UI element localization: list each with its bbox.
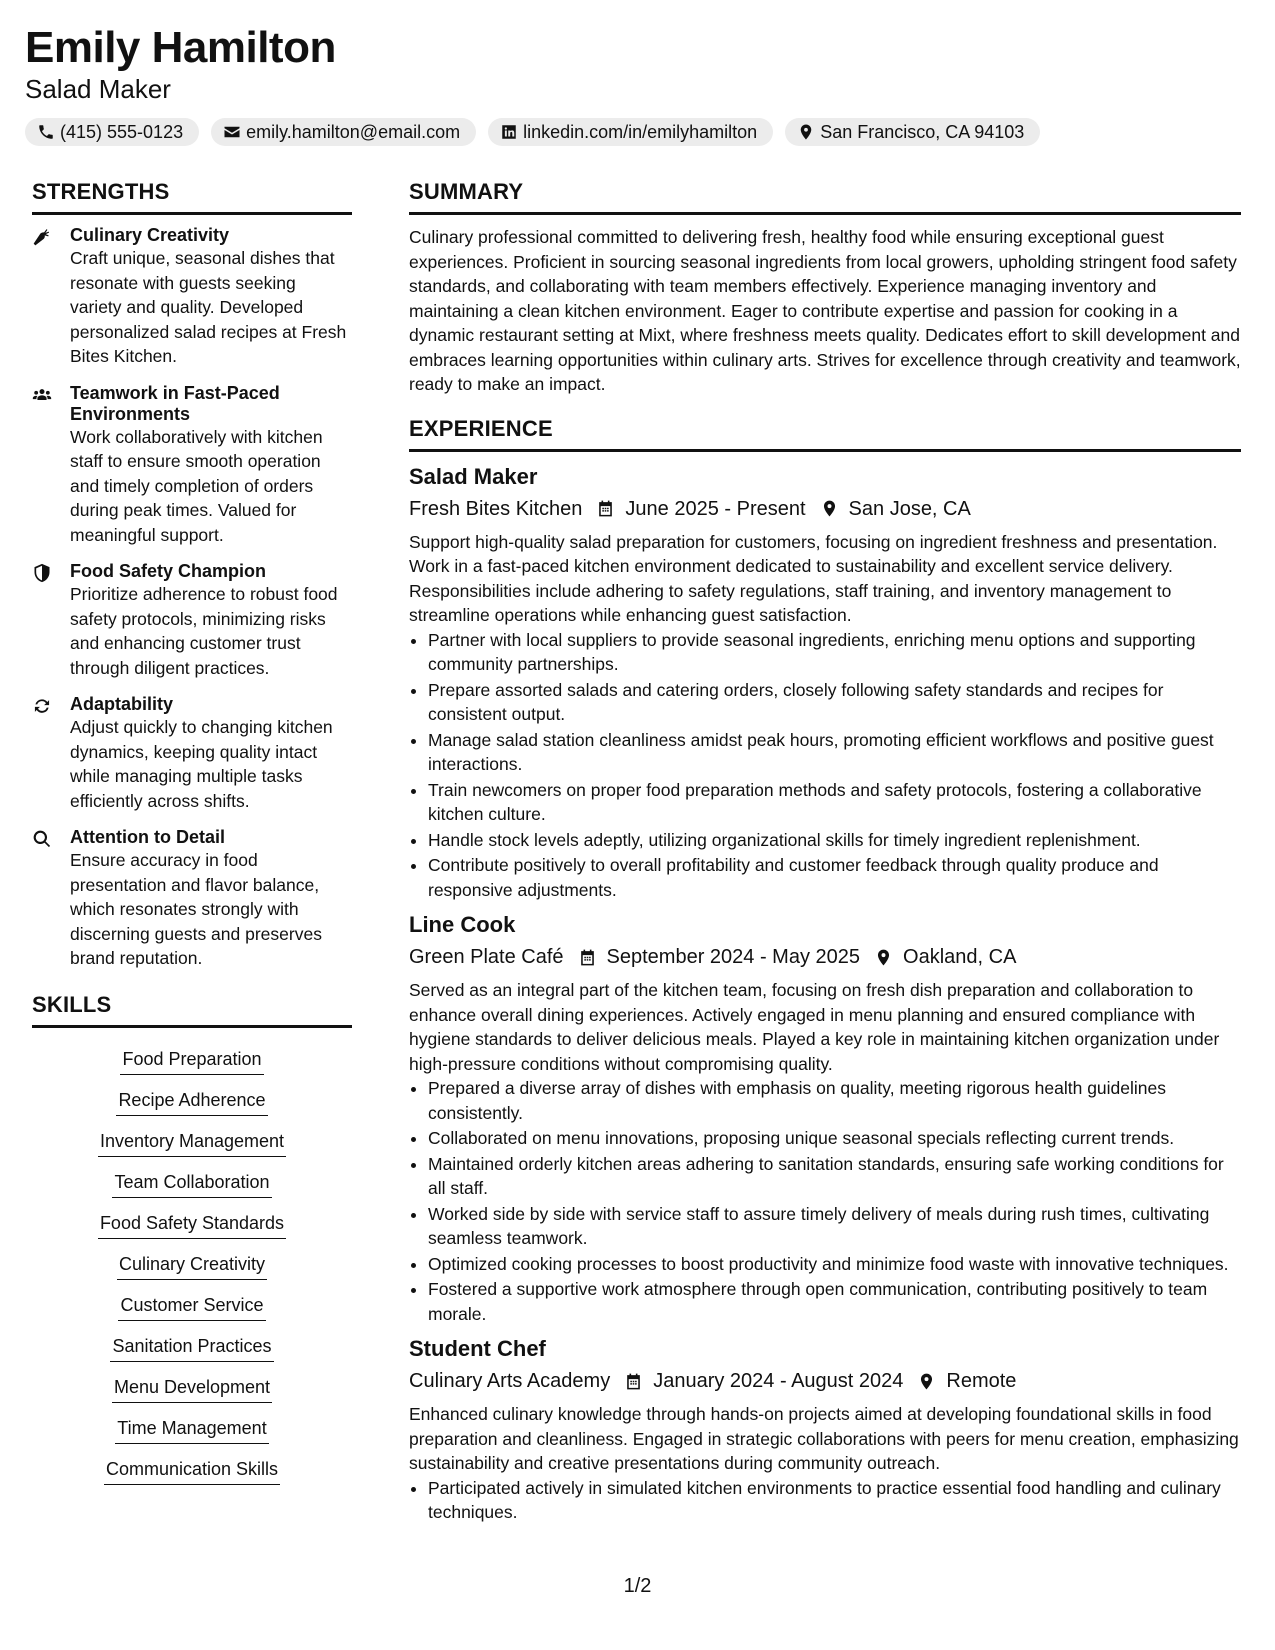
skill-row <box>32 1202 352 1243</box>
page-indicator: 1/2 <box>623 1575 652 1597</box>
job-location: Oakland, CA <box>903 946 1017 968</box>
location-pill <box>785 118 1040 146</box>
job-location: Remote <box>946 1370 1017 1392</box>
job-description: Served as an integral part of the kitchen team, focusing on fresh dish preparation and collaboration to enhance overall dining experiences. Actively engaged in menu planning and ensured compliance with hygiene standards to deliver delicious meals. Played a key role in maintaining kitchen organization under high-pressure conditions without compromising quality. <box>409 980 1220 1074</box>
job-dates: June 2025 - Present <box>625 497 806 520</box>
skills-heading: SKILLS <box>32 985 352 1028</box>
strength-item <box>32 383 352 548</box>
skill-tag: Food Preparation <box>120 1046 263 1075</box>
strength-icon-wrap <box>32 383 70 548</box>
skill-tag: Team Collaboration <box>112 1169 271 1198</box>
job-bullet: • Prepare assorted salads and catering orders, closely following safety standards and recipes for consistent output. <box>428 678 1241 727</box>
job-bullet: • Prepared a diverse array of dishes with emphasis on quality, meeting rigorous health guidelines consistently. <box>428 1076 1241 1125</box>
strength-icon-wrap <box>32 694 70 813</box>
job-title: Line Cook <box>409 912 516 937</box>
skill-row <box>32 1161 352 1202</box>
map-pin-icon <box>917 1372 936 1391</box>
job-meta <box>409 494 1241 524</box>
strength-body <box>70 827 352 971</box>
strength-description: Work collaboratively with kitchen staff to ensure smooth operation and timely completion of orders during peak times. Valued for meaningful support. <box>70 426 323 545</box>
job-meta <box>409 942 1241 972</box>
job-bullet: • Handle stock levels adeptly, utilizing organizational skills for timely ingredient replenishment. <box>428 828 1241 853</box>
calendar-icon <box>578 948 597 967</box>
strength-title: Teamwork in Fast-Paced Environments <box>70 382 280 424</box>
skill-row <box>32 1038 352 1079</box>
job-bullet: • Fostered a supportive work atmosphere through open communication, contributing positively to team morale. <box>428 1277 1241 1326</box>
contact-bar <box>25 118 1255 146</box>
strength-description: Craft unique, seasonal dishes that resonate with guests seeking variety and quality. Developed personalized salad recipes at Fresh Bites Kitchen. <box>70 248 347 366</box>
skill-tag: Culinary Creativity <box>117 1251 267 1280</box>
phone-pill[interactable] <box>25 118 199 146</box>
resume-header <box>25 22 1255 146</box>
linkedin-text: linkedin.com/in/emilyhamilton <box>523 121 758 142</box>
summary-text: Culinary professional committed to delivering fresh, healthy food while ensuring exceptional guest experiences. Proficient in sourcing seasonal ingredients from local growers, upholding stringent food safety standards, and collaborating with team members effectively. Experience managing inventory and maintaining a clean kitchen environment. Eager to contribute expertise and passion for cooking in a dynamic restaurant setting at Mixt, where freshness meets quality. Dedicates effort to skill development and embraces learning opportunities within culinary arts. Strives for excellence through creativity and teamwork, ready to make an impact. <box>409 227 1241 394</box>
job-bullet: • Maintained orderly kitchen areas adhering to sanitation standards, ensuring safe working conditions for all staff. <box>428 1152 1241 1201</box>
envelope-icon <box>223 123 241 141</box>
strength-item <box>32 694 352 813</box>
skill-tag: Inventory Management <box>98 1128 286 1157</box>
location-text: San Francisco, CA 94103 <box>820 121 1025 142</box>
map-pin-icon <box>820 499 839 518</box>
strength-description: Ensure accuracy in food presentation and flavor balance, which resonates strongly with discerning guests and preserves brand reputation. <box>70 850 322 968</box>
strength-body <box>70 383 352 548</box>
skill-tag: Menu Development <box>112 1374 272 1403</box>
strengths-heading: STRENGTHS <box>32 172 352 215</box>
job-location: San Jose, CA <box>848 497 971 520</box>
job-bullet: • Partner with local suppliers to provide seasonal ingredients, enriching menu options and supporting community partnerships. <box>428 628 1241 677</box>
strength-description: Prioritize adherence to robust food safety protocols, minimizing risks and enhancing customer trust through diligent practices. <box>70 584 338 678</box>
search-icon <box>32 829 52 849</box>
job-entry <box>409 1334 1241 1525</box>
strength-item <box>32 225 352 369</box>
email-text: emily.hamilton@email.com <box>246 121 461 142</box>
skill-tag: Recipe Adherence <box>116 1087 267 1116</box>
strength-item <box>32 561 352 680</box>
strength-icon-wrap <box>32 225 70 369</box>
users-icon <box>32 385 52 405</box>
skill-row <box>32 1407 352 1448</box>
job-company: Green Plate Café <box>409 946 564 968</box>
skill-row <box>32 1243 352 1284</box>
skill-tag: Food Safety Standards <box>98 1210 286 1239</box>
calendar-icon <box>624 1372 643 1391</box>
linkedin-pill[interactable] <box>488 118 773 146</box>
skill-row <box>32 1079 352 1120</box>
strength-icon-wrap <box>32 827 70 971</box>
right-column <box>409 172 1241 1533</box>
job-bullet: • Manage salad station cleanliness amidst peak hours, promoting efficient workflows and positive guest interactions. <box>428 728 1241 777</box>
job-company: Fresh Bites Kitchen <box>409 497 583 520</box>
map-pin-icon <box>874 948 893 967</box>
job-entry <box>409 462 1241 903</box>
summary-heading: SUMMARY <box>409 172 1241 215</box>
skill-tag: Sanitation Practices <box>110 1333 273 1362</box>
job-bullet: • Train newcomers on proper food preparation methods and safety protocols, fostering a collaborative kitchen culture. <box>428 778 1241 827</box>
phone-text: (415) 555-0123 <box>60 121 184 142</box>
strength-body <box>70 225 352 369</box>
job-entry <box>409 910 1241 1326</box>
candidate-name: Emily Hamilton <box>25 23 336 72</box>
map-pin-icon <box>797 123 815 141</box>
strength-description: Adjust quickly to changing kitchen dynamics, keeping quality intact while managing multiple tasks efficiently across shifts. <box>70 717 333 811</box>
calendar-icon <box>596 499 615 518</box>
job-description: Enhanced culinary knowledge through hands-on projects aimed at developing foundational skills in food preparation and cleanliness. Engaged in strategic collaborations with peers for menu creation, emphasizing sustainability and creative presentations during community outreach. <box>409 1404 1239 1473</box>
shield-icon <box>32 563 52 583</box>
strengths-list <box>32 225 352 971</box>
skill-row <box>32 1366 352 1407</box>
job-title: Student Chef <box>409 1336 546 1361</box>
linkedin-icon <box>500 123 518 141</box>
strength-icon-wrap <box>32 561 70 680</box>
strength-item <box>32 827 352 971</box>
job-bullet: • Participated actively in simulated kitchen environments to practice essential food handling and culinary techniques. <box>428 1476 1241 1525</box>
candidate-role: Salad Maker <box>25 74 171 104</box>
job-bullet: • Collaborated on menu innovations, proposing unique seasonal specials reflecting current trends. <box>428 1126 1241 1151</box>
skill-tag: Communication Skills <box>104 1456 280 1485</box>
job-bullets <box>409 1476 1241 1525</box>
strength-body <box>70 694 352 813</box>
job-meta <box>409 1366 1241 1396</box>
experience-heading: EXPERIENCE <box>409 409 1241 452</box>
skills-list <box>32 1038 352 1489</box>
job-dates: September 2024 - May 2025 <box>606 946 861 968</box>
job-dates: January 2024 - August 2024 <box>653 1370 904 1392</box>
phone-icon <box>37 123 55 141</box>
skill-row <box>32 1120 352 1161</box>
strength-title: Culinary Creativity <box>70 225 230 245</box>
strength-body <box>70 561 352 680</box>
experience-list <box>409 462 1241 1525</box>
sync-icon <box>32 696 52 716</box>
job-title: Salad Maker <box>409 463 538 489</box>
skill-tag: Customer Service <box>118 1292 265 1321</box>
job-bullets <box>409 1076 1241 1326</box>
job-bullets <box>409 628 1241 903</box>
strength-title: Food Safety Champion <box>70 561 267 581</box>
job-description: Support high-quality salad preparation for customers, focusing on ingredient freshness and presentation. Work in a fast-paced kitchen environment dedicated to sustainability and excellent service delivery. Responsibilities include adhering to safety regulations, staff training, and inventory management to streamline operations while enhancing guest satisfaction. <box>409 531 1218 625</box>
job-bullet: • Optimized cooking processes to boost productivity and minimize food waste with innovative techniques. <box>428 1252 1241 1277</box>
skill-row <box>32 1325 352 1366</box>
skill-tag: Time Management <box>115 1415 268 1444</box>
skill-row <box>32 1448 352 1489</box>
email-pill[interactable] <box>211 118 476 146</box>
carrot-icon <box>32 227 52 247</box>
left-column <box>32 172 352 1489</box>
job-bullet: • Contribute positively to overall profitability and customer feedback through quality produce and responsive adjustments. <box>428 853 1241 902</box>
skill-row <box>32 1284 352 1325</box>
job-bullet: • Worked side by side with service staff to assure timely delivery of meals during rush times, cultivating seamless teamwork. <box>428 1202 1241 1251</box>
strength-title: Adaptability <box>70 694 174 714</box>
strength-title: Attention to Detail <box>70 827 225 847</box>
job-company: Culinary Arts Academy <box>409 1370 611 1392</box>
